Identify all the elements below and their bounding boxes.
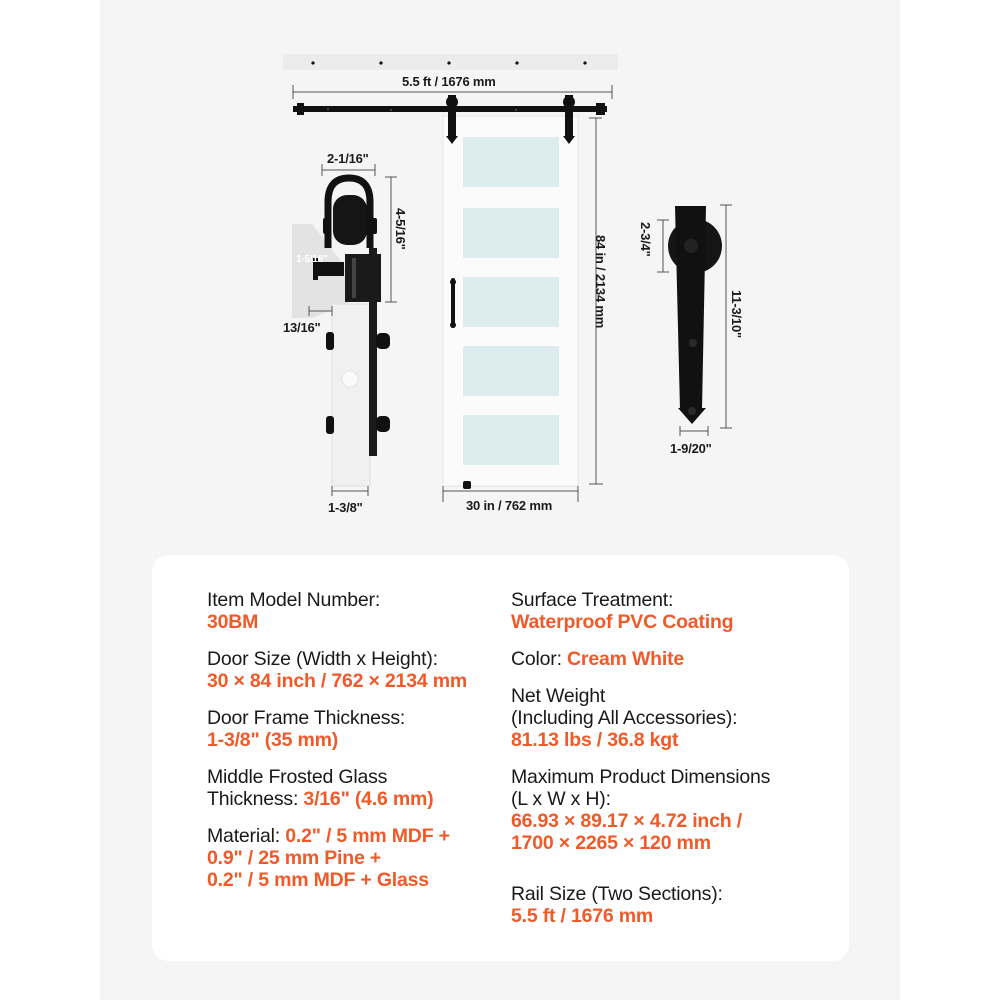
- spec-value: 0.2" / 5 mm MDF +: [285, 825, 450, 847]
- spec-door-size: [207, 648, 507, 692]
- spec-value: 30 × 84 inch / 762 × 2134 mm: [207, 670, 467, 692]
- door-height-label: 84 in / 2134 mm: [593, 235, 608, 329]
- strap-wheel-label: 2-3/4": [638, 222, 653, 257]
- spec-value: 66.93 × 89.17 × 4.72 inch /: [511, 810, 742, 832]
- spec-value: 3/16" (4.6 mm): [303, 788, 434, 810]
- spec-label: Net Weight: [511, 685, 606, 707]
- spacer-label: 1-5/16": [296, 254, 328, 265]
- hanger-strap-detail: [668, 206, 722, 424]
- spacer: [511, 869, 831, 883]
- rail-length-label: 5.5 ft / 1676 mm: [402, 74, 496, 89]
- spec-rail-size: [511, 883, 831, 927]
- spec-label: Thickness:: [207, 788, 299, 810]
- spec-material: [207, 825, 507, 891]
- bracket-offset-label: 13/16": [283, 320, 321, 335]
- spec-color: [511, 648, 831, 670]
- spec-label: (Including All Accessories):: [511, 707, 738, 729]
- spec-value: Waterproof PVC Coating: [511, 611, 734, 633]
- spec-label: Maximum Product Dimensions: [511, 766, 771, 788]
- spec-value: 0.2" / 5 mm MDF + Glass: [207, 869, 429, 891]
- spec-value: 81.13 lbs / 36.8 kgt: [511, 729, 679, 751]
- spec-value: Cream White: [567, 648, 685, 670]
- roller-width-label: 2-1/16": [327, 151, 369, 166]
- spec-surface-treatment: [511, 589, 831, 633]
- strap-width-label: 1-9/20": [670, 441, 712, 456]
- spec-net-weight: [511, 685, 831, 751]
- spec-max-dimensions: [511, 766, 831, 854]
- spec-value: 1700 × 2265 × 120 mm: [511, 832, 711, 854]
- specs-right-column: [511, 589, 831, 942]
- door-width-label: 30 in / 762 mm: [466, 498, 553, 513]
- wall-mount-strip: [283, 54, 618, 70]
- spec-label: Item Model Number:: [207, 589, 381, 611]
- spec-value: 0.9" / 25 mm Pine +: [207, 847, 381, 869]
- strap-length-label: 11-3/10": [729, 290, 744, 338]
- spec-label: (L x W x H):: [511, 788, 611, 810]
- spec-frame-thickness: [207, 707, 507, 751]
- spec-value: 30BM: [207, 611, 259, 633]
- specifications-card: [152, 555, 849, 961]
- spec-glass-thickness: [207, 766, 507, 810]
- spec-label: Rail Size (Two Sections):: [511, 883, 723, 905]
- spec-label: Door Size (Width x Height):: [207, 648, 438, 670]
- spec-model-number: [207, 589, 507, 633]
- spec-value: 1-3/8" (35 mm): [207, 729, 339, 751]
- spec-value: 5.5 ft / 1676 mm: [511, 905, 654, 927]
- specs-left-column: [207, 589, 507, 906]
- spec-label: Color:: [511, 648, 562, 670]
- barn-door: [443, 116, 578, 489]
- roller-height-label: 4-5/16": [393, 208, 408, 250]
- spec-label: Material:: [207, 825, 280, 847]
- spec-label: Middle Frosted Glass: [207, 766, 388, 788]
- spec-label: Surface Treatment:: [511, 589, 674, 611]
- spec-label: Door Frame Thickness:: [207, 707, 406, 729]
- door-thickness-label: 1-3/8": [328, 500, 363, 515]
